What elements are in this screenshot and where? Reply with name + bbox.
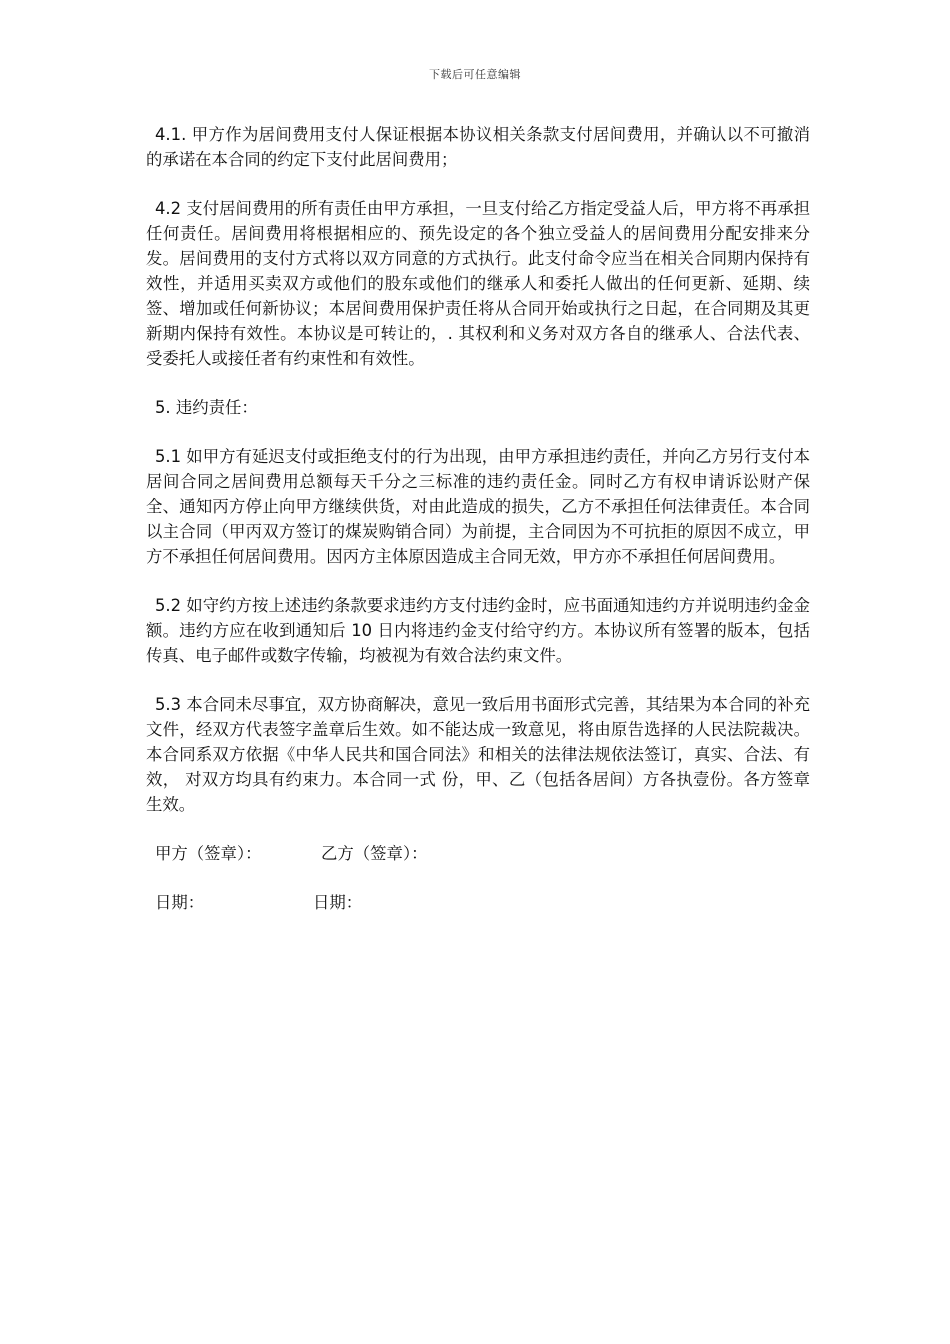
section-heading-breach: 5. 违约责任： [155, 398, 258, 417]
page-header-note: 下载后可任意编辑 [429, 68, 521, 81]
clause-5-3: 5.3 本合同未尽事宜，双方协商解决，意见一致后用书面形式完善，其结果为本合同的补充文件，经双方代表签字盖章后生效。如不能达成一致意见，将由原告选择的人民法院裁决。本合同系双方依据《中华人民共和国合同法》和相关的法律法规依法签订，真实、合法、有效， 对双方均具有约束力。本合同一式 份，甲、乙（包括各居间）方各执壹份。各方签章生效。 [146, 695, 810, 814]
party-a-date-label: 日期： [155, 893, 205, 912]
party-a-signature-label: 甲方（签章）： [155, 844, 262, 863]
clause-4-1: 4.1. 甲方作为居间费用支付人保证根据本协议相关条款支付居间费用，并确认以不可撤消的承诺在本合同的约定下支付此居间费用； [146, 125, 810, 169]
clause-4-2: 4.2 支付居间费用的所有责任由甲方承担，一旦支付给乙方指定受益人后，甲方将不再承担任何责任。居间费用将根据相应的、预先设定的各个独立受益人的居间费用分配安排来分发。居间费用的支付方式将以双方同意的方式执行。此支付命令应当在相关合同期内保持有效性，并适用买卖双方或他们的股东或他们的继承人和委托人做出的任何更新、延期、续签、增加或任何新协议；本居间费用保护责任将从合同开始或执行之日起，在合同期及其更新期内保持有效性。本协议是可转让的，. 其权利和义务对双方各自的继承人、合法代表、受委托人或接任者有约束性和有效性。 [146, 199, 810, 368]
party-b-signature-label: 乙方（签章）： [321, 844, 428, 863]
clause-5-1: 5.1 如甲方有延迟支付或拒绝支付的行为出现，由甲方承担违约责任，并向乙方另行支付本居间合同之居间费用总额每天千分之三标准的违约责任金。同时乙方有权申请诉讼财产保全、通知丙方停止向甲方继续供货，对由此造成的损失，乙方不承担任何法律责任。本合同以主合同（甲丙双方签订的煤炭购销合同）为前提，主合同因为不可抗拒的原因不成立，甲方不承担任何居间费用。因丙方主体原因造成主合同无效，甲方亦不承担任何居间费用。 [146, 447, 810, 566]
clause-5-2: 5.2 如守约方按上述违约条款要求违约方支付违约金时，应书面通知违约方并说明违约金金额。违约方应在收到通知后 10 日内将违约金支付给守约方。本协议所有签署的版本，包括传真、电子邮件或数字传输，均被视为有效合法约束文件。 [146, 596, 810, 665]
contract-body [146, 122, 810, 939]
signature-row [146, 841, 810, 866]
date-row [146, 890, 810, 915]
party-b-date-label: 日期： [313, 893, 363, 912]
